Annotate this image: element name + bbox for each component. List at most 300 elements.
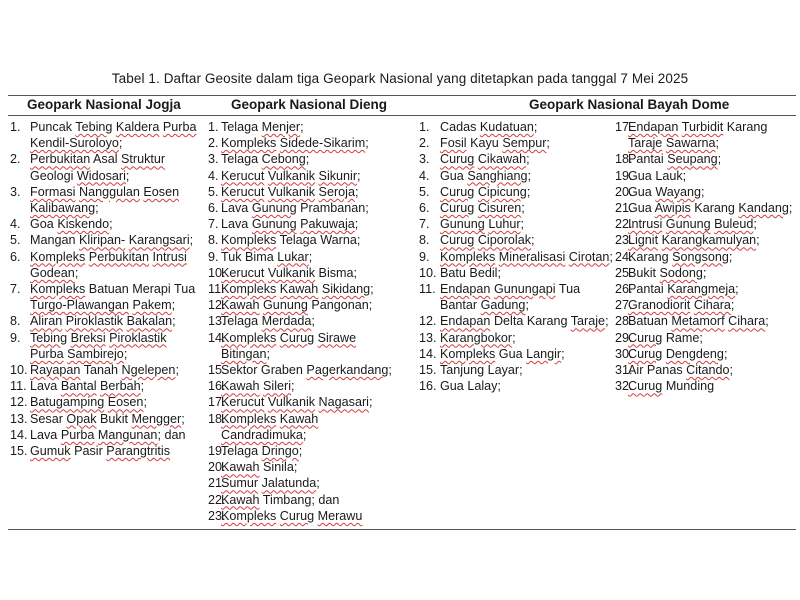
list-item [615,362,799,378]
item-text: Rayapan Tanah Ngelepen; [30,363,179,378]
item-word: Endapan [628,120,679,134]
item-word: Kawah [221,492,260,507]
item-word: Parangtritis [106,444,170,459]
item-word: Bisma [318,265,354,280]
item-number: 5. [208,184,219,199]
item-word: Sektor [221,363,258,378]
list-item [419,362,615,378]
item-number: 26. [615,282,633,297]
item-number: 21. [208,476,226,491]
item-number: 29. [615,330,633,345]
list-item [208,459,404,475]
item-text: Kompleks Perbukitan Intrusi Godean; [30,249,187,280]
item-number: 18. [615,152,633,167]
list-item [419,151,615,167]
item-word: Curug [440,233,475,248]
item-text: Perbukitan Asal Struktur Geologi Widosari; [30,152,166,183]
item-number: 5. [10,233,21,248]
item-word: Kawah [279,282,319,297]
item-text: Kawah Sinila; [221,460,298,475]
item-word: Kiskendo [57,217,110,232]
item-word: Munding [665,379,715,394]
item-text: Telaga Menjer; [221,120,304,134]
list-item [10,330,202,362]
item-word: Kawah [221,298,260,313]
item-text: Gua Lauk; [628,168,687,183]
item-word: Lava [221,217,249,232]
list-item [10,281,202,313]
item-number: 18. [208,411,226,426]
list-item [419,346,615,362]
item-word: Purba [162,120,197,134]
item-word: Batuan [628,314,668,329]
item-word: Mangan [30,233,76,248]
item-text: Kawah Timbang; dan [221,492,340,507]
list-geosite-jogja [10,119,202,459]
item-word: Gumuk [30,444,71,459]
item-word: Sikidang [321,282,371,297]
list-item [10,362,202,378]
item-text: Goa Kiskendo; [30,217,113,232]
item-word: Endapan [440,282,491,297]
item-number: 12. [419,314,437,329]
item-word: Lukar [277,249,309,264]
item-word: Songsong [672,249,729,264]
item-word: Batuan [88,282,129,297]
item-word: Awipis [654,201,691,216]
item-word: Merapi [132,282,171,297]
item-word: Curug [628,379,663,394]
item-text: Kompleks Mineralisasi Cirotan; [440,249,613,264]
item-word: Telaga [221,444,259,459]
item-word: Lava [30,427,58,442]
item-number: 6. [10,249,21,264]
item-word: Telaga [221,152,259,167]
item-word: Kudatuan [479,120,534,134]
item-word: Bedil [469,265,498,280]
item-text: Kawah Gunung Pangonan; [221,298,373,313]
item-word: Gua [628,201,652,216]
item-number: 11. [208,282,225,297]
item-number: 6. [208,201,219,216]
list-item [208,184,404,200]
item-word: Kompleks [440,346,496,361]
item-text: Kompleks Kawah Sikidang; [221,282,374,297]
item-word: Lava [30,379,58,394]
item-number: 28. [615,314,633,329]
item-word: Kawah [221,460,260,475]
item-word: Turbidit [681,120,724,134]
item-word: Asal [93,152,118,167]
item-text: Tuk Bima Lukar; [221,249,313,264]
item-text: Gua Sanghiang; [440,168,532,183]
item-word: Gunung [665,217,711,232]
item-word: Buleud [714,217,754,232]
list-item [419,216,615,232]
item-word: Sumur [221,476,259,491]
item-word: Mangunan [97,427,158,442]
list-item [208,281,404,297]
list-item [615,281,799,297]
item-word: Karang [694,201,735,216]
item-number: 4. [208,168,219,183]
item-word: Perbukitan [88,249,150,264]
item-word: Cihara [693,298,731,313]
list-item [208,119,404,135]
item-number: 12. [10,395,28,410]
item-word: Gadung [480,298,526,313]
item-number: 20. [208,460,226,475]
item-word: Kompleks [30,282,86,297]
item-text: Lava Gunung Prambanan; [221,201,369,216]
list-item [615,184,799,200]
list-item [208,216,404,232]
item-word: Tuk [221,249,242,264]
item-word: Puncak [30,120,73,134]
item-word: Cirotan [568,249,610,264]
item-text: Bukit Sodong; [628,265,707,280]
item-word: Mineralisasi [498,249,566,264]
item-word: Karangmeja [667,282,736,297]
item-word: Eosen [107,395,144,410]
item-text: Pantai Karangmeja; [628,282,739,297]
list-item [419,232,615,248]
item-word: Kawah [279,411,319,426]
item-text: Curug Cipicung; [440,184,531,199]
item-word: Kompleks [221,233,277,248]
item-number: 1. [10,120,21,134]
item-word: Candradimuka [221,427,303,442]
item-text: Lava Purba Mangunan; dan [30,427,186,442]
item-word: Metamorf [671,314,725,329]
item-word: Piroklastik [109,330,167,345]
item-text: Kompleks Batuan Merapi Tua Turgo-Plawangan Pakem; [30,282,196,313]
item-word: Sambirejo [67,346,124,361]
item-text: Sektor Graben Pagerkandang; [221,363,392,378]
item-word: Lalay [467,379,498,394]
item-text: Gua Lalay; [440,379,501,394]
item-word: Tanah [83,363,119,378]
item-word: Kerucut [221,168,265,183]
item-number: 13. [419,330,437,345]
item-text: Curug Cisuren; [440,201,525,216]
list-item [208,232,404,248]
item-word: Delta [493,314,524,329]
item-number: 6. [419,201,430,216]
item-text: Granodiorit Cihara; [628,298,735,313]
item-word: Curug [440,201,475,216]
item-number: 30. [615,346,633,361]
header-geopark-bayah-dome: Geopark Nasional Bayah Dome [529,97,730,112]
item-text: Curug Rame; [628,330,703,345]
item-number: 15. [10,444,28,459]
item-word: Prambanan [300,201,366,216]
item-number: 12. [208,298,226,313]
item-word: Curug [440,152,475,167]
item-word: Sawarna [665,136,716,151]
item-text: Kawah Sileri; [221,379,295,394]
list-item [615,232,799,248]
item-number: 2. [208,136,219,151]
item-number: 8. [10,314,21,329]
item-word: Rame [665,330,700,345]
list-item [208,411,404,443]
item-word: Air [628,363,644,378]
item-number: 1. [419,120,430,134]
list-item [419,200,615,216]
item-text: Batugamping Eosen; [30,395,147,410]
item-word: Cipicung [477,184,527,199]
item-number: 14. [419,346,437,361]
item-text: Endapan Turbidit Karang Taraje Sawarna; [628,120,768,151]
list-item [208,151,404,167]
item-word: Eosen [143,184,180,199]
item-word: Bitingan [221,346,267,361]
list-item [10,443,202,459]
item-word: Seupang [667,152,718,167]
item-word: Vulkanik [267,168,316,183]
item-text: Batu Bedil; [440,265,501,280]
item-word: Tua [558,282,581,297]
item-word: Aliran [30,314,63,329]
item-number: 13. [10,411,28,426]
item-text: Kompleks Gua Langir; [440,346,565,361]
item-word: Gua [628,184,652,199]
item-word: Karangkamulyan [661,233,757,248]
item-number: 23. [208,508,226,523]
item-number: 9. [10,330,21,345]
item-number: 14. [10,427,28,442]
item-text: Telaga Cebong; [221,152,310,167]
item-word: Karang [628,249,669,264]
item-word: Kliripan- [79,233,126,248]
list-item [208,394,404,410]
item-number: 5. [419,184,430,199]
item-text: Endapan Gunungapi Tua Bantar Gadung; [440,282,581,313]
item-word: Sileri [263,379,292,394]
item-word: Curug [440,184,475,199]
list-item [208,297,404,313]
item-word: Cihara [728,314,766,329]
item-text: Sumur Jalatunda; [221,476,320,491]
item-word: Curug [628,346,663,361]
list-item [208,313,404,329]
item-word: dan [318,492,340,507]
item-word: Langir [526,346,562,361]
item-text: Kerucut Vulkanik Sikunir; [221,168,361,183]
item-text: Air Panas Citando; [628,363,734,378]
item-text: Batuan Metamorf Cihara; [628,314,769,329]
item-number: 10. [419,265,437,280]
item-word: Widosari [76,168,126,183]
item-word: Cisuren [477,201,522,216]
item-word: Merdada [261,314,312,329]
item-word: Kompleks [221,411,277,426]
list-item [10,394,202,410]
item-word: Taraje [628,136,663,151]
item-number: 16. [208,379,226,394]
list-item [419,184,615,200]
item-word: Cebong [261,152,306,167]
item-word: Ciporolak [477,233,532,248]
table-caption: Tabel 1. Daftar Geosite dalam tiga Geopark Nasional yang ditetapkan pada tanggal 7 Mei 2025 [111,71,689,86]
item-word: Vulkanik [267,184,316,199]
item-number: 14. [208,330,226,345]
item-word: Timbang [262,492,312,507]
item-text: Gua Wayang; [628,184,705,199]
list-item [10,119,202,151]
item-word: Telaga [221,120,259,134]
item-word: Rayapan [30,363,81,378]
item-word: Fosil [440,136,467,151]
item-word: Kompleks [221,282,277,297]
list-item [208,362,404,378]
item-word: Panas [646,363,683,378]
list-item [208,200,404,216]
item-text: Curug Ciporolak; [440,233,535,248]
item-word: Goa [30,217,54,232]
list-item [208,249,404,265]
item-number: 10. [208,265,226,280]
list-item [208,265,404,281]
item-word: Sidede-Sikarim [279,136,366,151]
table-bottom-rule [8,529,796,530]
item-word: Gunungapi [493,282,556,297]
item-text: Pantai Seupang; [628,152,722,167]
list-geosite-dieng [208,119,404,524]
item-word: Karang [526,314,568,329]
item-number: 4. [419,168,430,183]
list-item [615,265,799,281]
list-geosite-bayah-part2 [615,119,799,394]
item-word: Lignit [628,233,659,248]
item-word: Karangbokor [440,330,513,345]
item-number: 21. [615,201,633,216]
item-word: Perbukitan [30,152,91,167]
item-word: Merawu [317,508,363,523]
item-word: Pantai [628,282,664,297]
list-item [615,168,799,184]
item-word: Kompleks [221,508,277,523]
item-word: Menjer [261,120,301,134]
item-word: Gunung [251,201,297,216]
item-word: Sanghiang [467,168,528,183]
list-item [615,297,799,313]
list-item [208,330,404,362]
item-number: 19. [615,168,633,183]
list-item [208,475,404,491]
item-text [30,443,170,459]
item-word: Struktur [121,152,166,167]
list-item [615,330,799,346]
header-geopark-dieng: Geopark Nasional Dieng [231,97,388,112]
item-word: Gunung [440,217,485,232]
list-item [208,135,404,151]
item-word: Pangonan [311,298,369,313]
item-text: Puncak Tebing Kaldera Purba Kendil-Suroloyo; [30,120,197,151]
item-word: Intrusi [152,249,187,264]
item-word: Opak [66,411,97,426]
item-word: Karangsari [128,233,190,248]
list-item [10,249,202,281]
list-item [615,378,799,394]
item-word: Bakalan [126,314,173,329]
list-item [10,151,202,183]
item-word: Pagerkandang [306,363,389,378]
item-word: Kendil-Suroloyo [30,136,119,151]
item-text: Gunung Luhur; [440,217,525,232]
item-word: Kawah [221,379,260,394]
list-item [419,330,615,346]
item-number: 4. [10,217,21,232]
item-word: Sinila [263,460,294,475]
item-word: Piroklastik [65,314,124,329]
item-number: 7. [10,282,21,297]
item-word: Telaga [221,314,259,329]
list-item [615,346,799,362]
item-word: Pakem [132,298,172,313]
list-item [208,492,404,508]
item-word: Kerucut [221,184,265,199]
item-number: 3. [419,152,430,167]
item-word: Cadas [440,120,477,134]
list-item [419,168,615,184]
item-word: Endapan [440,314,491,329]
item-word: Ngelepen [121,363,176,378]
item-number: 8. [419,233,430,248]
item-word: Nagasari [318,395,369,410]
item-word: Batu [440,265,466,280]
list-item [419,378,615,394]
item-text: Telaga Merdada; [221,314,315,329]
item-number: 9. [419,249,430,264]
list-item [419,265,615,281]
item-word: Tua [174,282,196,297]
list-item [208,168,404,184]
item-word: Curug [279,508,315,523]
item-word: Kompleks [221,330,277,345]
item-text: Tebing Breksi Piroklastik Purba Sambirejo; [30,330,167,361]
item-word: Intrusi [628,217,663,232]
item-text: Sesar Opak Bukit Mengger; [30,411,185,426]
item-number: 27. [615,298,633,313]
item-word: Kompleks [30,249,86,264]
list-item [615,151,799,167]
item-word: Curug [628,330,663,345]
item-word: Nanggulan [78,184,140,199]
item-number: 3. [10,184,21,199]
item-word: Tebing [30,330,68,345]
item-word: Kerucut [221,395,265,410]
item-word: Turgo-Plawangan [30,298,129,313]
item-word: Gua [440,379,464,394]
item-text: Endapan Delta Karang Taraje; [440,314,609,329]
item-number: 13. [208,314,226,329]
list-item [10,216,202,232]
item-number: 17. [208,395,226,410]
item-word: Kayu [470,136,499,151]
item-word: Luhur [488,217,521,232]
item-word: Layar [487,363,520,378]
item-word: Gua [628,168,652,183]
item-word: Gunung [251,217,297,232]
item-text: Kompleks Curug Sirawe Bitingan; [221,330,357,361]
item-word: Vulkanik [267,395,316,410]
item-word: Kaldera [115,120,160,134]
item-number: 19. [208,444,226,459]
item-number: 22. [615,217,633,232]
item-word: Godean [30,265,75,280]
